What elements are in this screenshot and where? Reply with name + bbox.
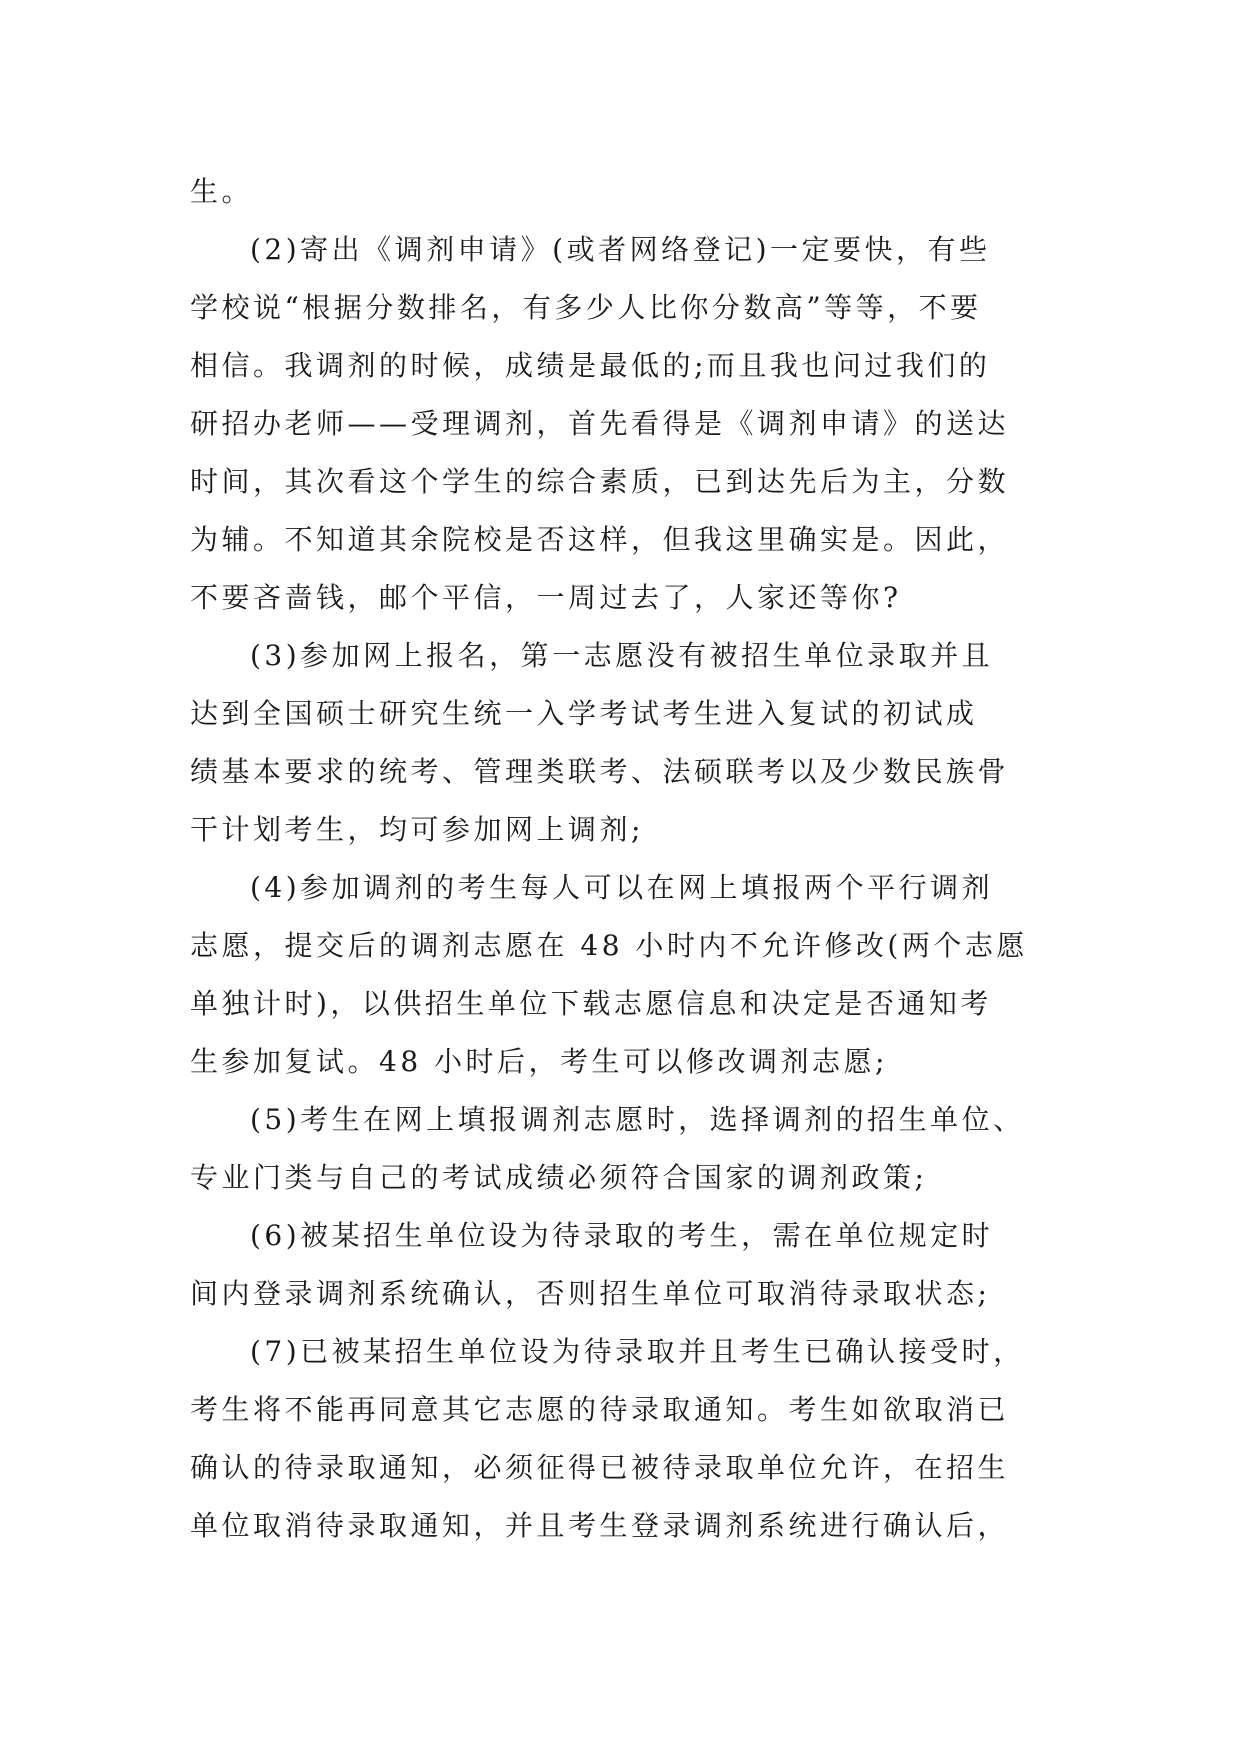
text-line: (5)考生在网上填报调剂志愿时，选择调剂的招生单位、 — [250, 1103, 1025, 1136]
text-line: (3)参加网上报名，第一志愿没有被招生单位录取并且 — [250, 639, 994, 672]
text-line: 达到全国硕士研究生统一入学考试考生进入复试的初试成 — [190, 697, 978, 730]
text-line: 间内登录调剂系统确认，否则招生单位可取消待录取状态; — [190, 1277, 991, 1310]
body-text — [190, 163, 1062, 1555]
text-line: 干计划考生，均可参加网上调剂; — [190, 813, 644, 846]
text-line: 时间，其次看这个学生的综合素质，已到达先后为主，分数 — [190, 465, 1010, 498]
text-line: 单独计时)，以供招生单位下载志愿信息和决定是否通知考 — [190, 987, 992, 1020]
text-line: 不要吝啬钱，邮个平信，一周过去了，人家还等你? — [190, 581, 902, 614]
text-line: 单位取消待录取通知，并且考生登录调剂系统进行确认后， — [190, 1509, 1010, 1542]
text-line: 研招办老师——受理调剂，首先看得是《调剂申请》的送达 — [190, 407, 1010, 440]
text-line: 志愿，提交后的调剂志愿在 48 小时内不允许修改(两个志愿 — [190, 929, 1028, 962]
text-line: (2)寄出《调剂申请》(或者网络登记)一定要快，有些 — [250, 233, 991, 266]
text-line: 学校说“根据分数排名，有多少人比你分数高”等等，不要 — [190, 291, 982, 324]
text-line: 为辅。不知道其余院校是否这样，但我这里确实是。因此， — [190, 523, 1010, 556]
text-line: 生参加复试。48 小时后，考生可以修改调剂志愿; — [190, 1045, 888, 1078]
text-line: (7)已被某招生单位设为待录取并且考生已确认接受时， — [250, 1335, 1025, 1368]
text-line: 绩基本要求的统考、管理类联考、法硕联考以及少数民族骨 — [190, 755, 1010, 788]
text-line: 考生将不能再同意其它志愿的待录取通知。考生如欲取消已 — [190, 1393, 1010, 1426]
text-line: (4)参加调剂的考生每人可以在网上填报两个平行调剂 — [250, 871, 994, 904]
text-line: 生。 — [190, 175, 254, 208]
text-line: (6)被某招生单位设为待录取的考生，需在单位规定时 — [250, 1219, 994, 1252]
text-line: 专业门类与自己的考试成绩必须符合国家的调剂政策; — [190, 1161, 928, 1194]
text-line: 相信。我调剂的时候，成绩是最低的;而且我也问过我们的 — [190, 349, 991, 382]
text-line: 确认的待录取通知，必须征得已被待录取单位允许，在招生 — [190, 1451, 1010, 1484]
